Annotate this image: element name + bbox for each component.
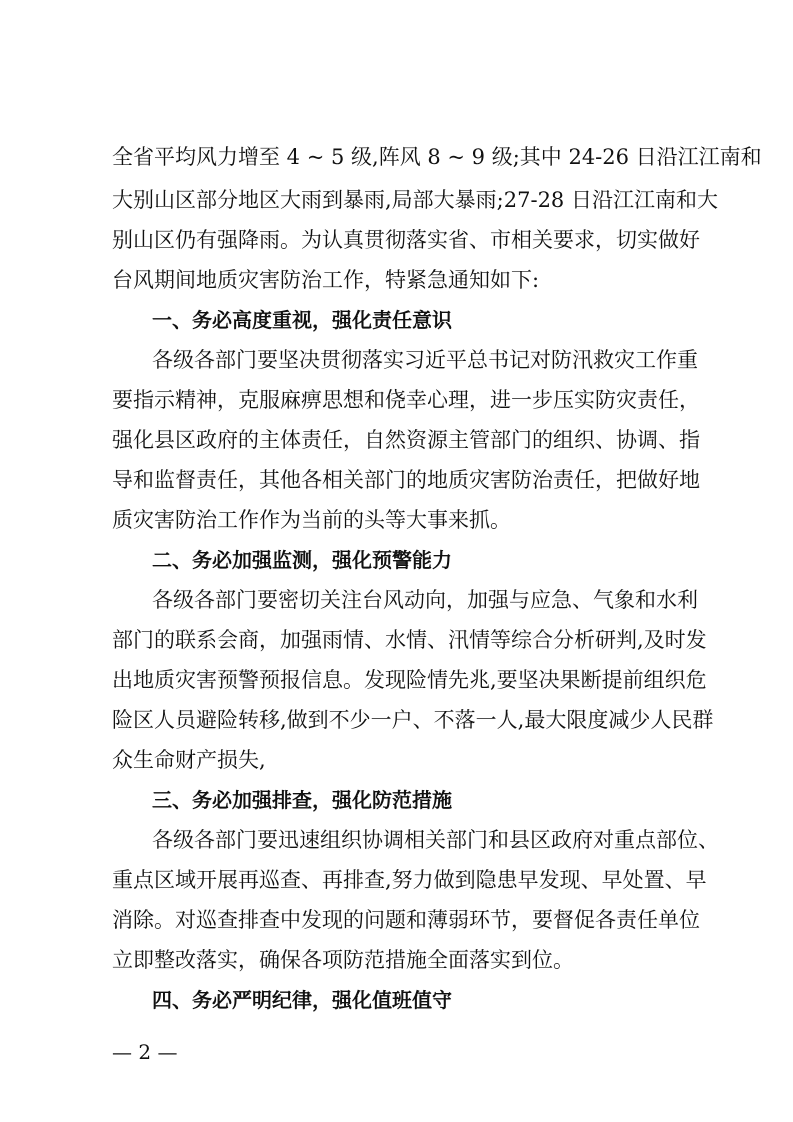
paragraph-line: 部门的联系会商，加强雨情、水情、汛情等综合分析研判,及时发 xyxy=(112,628,707,652)
paragraph-line: 各级各部门要迅速组织协调相关部门和县区政府对重点部位、 xyxy=(152,828,719,852)
section-heading: 一、务必高度重视，强化责任意识 xyxy=(152,308,452,332)
paragraph-line: 险区人员避险转移,做到不少一户、不落一人,最大限度减少人民群 xyxy=(112,708,714,732)
section-heading: 三、务必加强排查，强化防范措施 xyxy=(152,788,452,812)
paragraph-line: 质灾害防治工作作为当前的头等大事来抓。 xyxy=(112,508,511,532)
paragraph-line: 各级各部门要密切关注台风动向，加强与应急、气象和水利 xyxy=(152,588,698,612)
section-heading: 四、务必严明纪律，强化值班值守 xyxy=(152,988,452,1012)
paragraph-line: 别山区仍有强降雨。为认真贯彻落实省、市相关要求，切实做好 xyxy=(112,228,700,252)
paragraph-line: 各级各部门要坚决贯彻落实习近平总书记对防汛救灾工作重 xyxy=(152,348,698,372)
paragraph-line: 出地质灾害预警预报信息。发现险情先兆,要坚决果断提前组织危 xyxy=(112,668,707,692)
paragraph-line: 众生命财产损失, xyxy=(112,748,266,772)
paragraph-line: 大别山区部分地区大雨到暴雨,局部大暴雨;27-28 日沿江江南和大 xyxy=(112,188,718,212)
paragraph-line: 导和监督责任，其他各相关部门的地质灾害防治责任，把做好地 xyxy=(112,468,700,492)
page-number: — 2 — xyxy=(112,1040,178,1064)
paragraph-line: 强化县区政府的主体责任，自然资源主管部门的组织、协调、指 xyxy=(112,428,700,452)
section-heading: 二、务必加强监测，强化预警能力 xyxy=(152,548,452,572)
paragraph-line: 要指示精神，克服麻痹思想和侥幸心理，进一步压实防灾责任， xyxy=(112,388,700,412)
paragraph-line: 消除。对巡查排查中发现的问题和薄弱环节，要督促各责任单位 xyxy=(112,908,700,932)
paragraph-line: 全省平均风力增至 4 ~ 5 级,阵风 8 ~ 9 级;其中 24-26 日沿江江南和 xyxy=(112,145,762,169)
paragraph-line: 重点区域开展再巡查、再排查,努力做到隐患早发现、早处置、早 xyxy=(112,868,707,892)
paragraph-line: 台风期间地质灾害防治工作，特紧急通知如下: xyxy=(112,268,540,292)
paragraph-line: 立即整改落实，确保各项防范措施全面落实到位。 xyxy=(112,948,574,972)
